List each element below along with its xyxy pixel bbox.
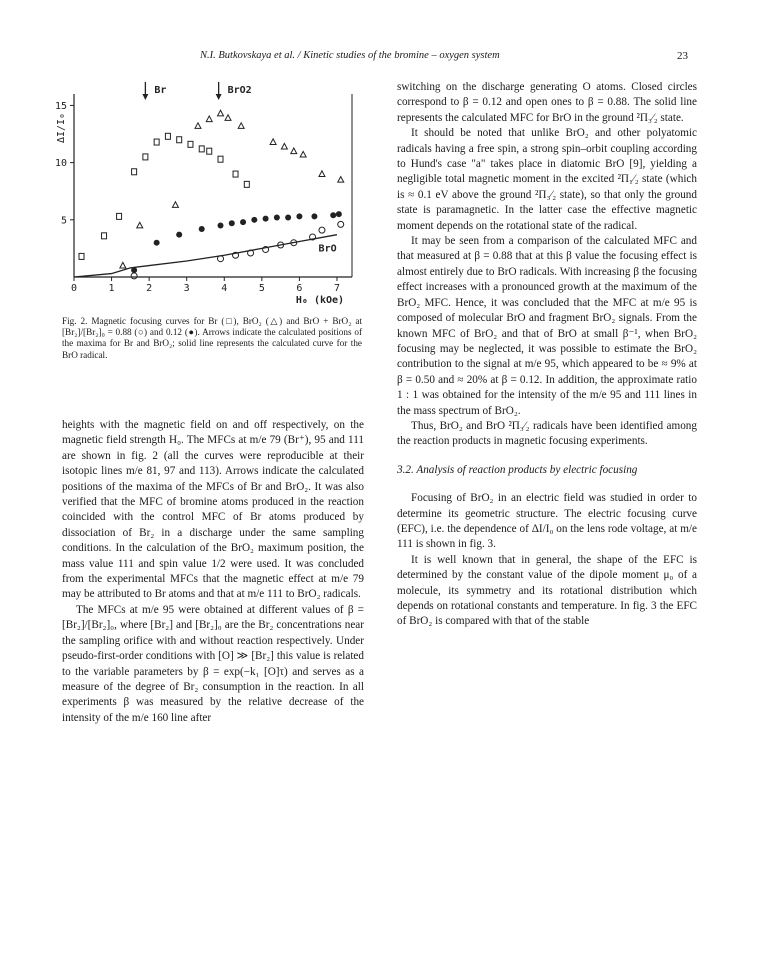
- br-point: [143, 154, 148, 160]
- right-paragraph-1: switching on the discharge generating O atoms. Closed circles correspond to β = 0.12 and open ones to β = 0.88. The solid line represents the calculated MFC for BrO in the ground ²Π₃⁄₂ state.: [397, 81, 697, 124]
- beta-012-point: [154, 240, 160, 246]
- br-point: [117, 213, 122, 219]
- bro2-point: [319, 171, 325, 177]
- bro2-point: [218, 110, 224, 116]
- beta-012-point: [218, 223, 224, 229]
- bro2-point: [195, 123, 201, 129]
- beta-088-point: [218, 256, 224, 262]
- page-number: 23: [677, 50, 688, 62]
- left-paragraph-1: heights with the magnetic field on and off respectively, on the magnetic field strength H₀. The MFCs at m/e 79 (Br⁺), 95 and 111 are shown in fig. 2 (all the curves were reproducible at their isotopic lines m/e 81, 97 and 113). Arrows indicate the calculated positions of the maxima of the MFCs of Br and BrO₂. It was also verified that the MFC of bromine atoms produced in the reaction coincided with the control MFC of Br atoms produced by dissociation of Br₂ in a discharge under the same sampling conditions. In the calculation of the BrO₂ maximum position, the mass value 111 and spin value 1/2 were used. It was concluded from the experimental MFCs that the magnetic effect at m/e 79 may be attributed to Br atoms and that at m/e 111 to BrO₂ radicals.: [62, 419, 364, 601]
- bro2-point: [172, 202, 178, 208]
- x-tick-label: 1: [108, 283, 115, 294]
- y-tick-label: 5: [60, 215, 67, 227]
- br-point: [207, 148, 212, 154]
- right-paragraph-5: Focusing of BrO₂ in an electric field was studied in order to determine its geometric structure. The electric focusing curve (EFC), i.e. the dependence of ΔI/I₀ on the lens rode voltage, at m/e 111 is shown in fig. 3.: [397, 492, 697, 551]
- y-axis-label: ΔI/I₀: [56, 112, 67, 144]
- br-point: [102, 233, 107, 239]
- x-tick-label: 4: [221, 283, 228, 294]
- chart-axes: [74, 94, 352, 277]
- x-tick-label: 6: [296, 283, 303, 294]
- bro2-point: [270, 139, 276, 145]
- br-point: [79, 253, 84, 259]
- section-heading: 3.2. Analysis of reaction products by electric focusing: [397, 463, 638, 476]
- br-point: [154, 139, 159, 145]
- page-header: [0, 50, 768, 66]
- beta-012-point: [240, 219, 246, 225]
- bro2-point: [137, 222, 143, 228]
- bro2-point: [281, 143, 287, 149]
- right-paragraph-6: It is well known that in general, the shape of the EFC is determined by the constant value of the dipole moment μ₀ of a molecule, its symmetry and its rotational distribution which depends on rotational constants and temperature. In fig. 3 the EFC of BrO₂ is compared with that of the stable: [397, 553, 697, 628]
- br-point: [218, 156, 223, 162]
- max-arrowhead: [142, 94, 148, 100]
- beta-012-point: [131, 267, 137, 273]
- annotation-label: Br: [154, 85, 167, 96]
- right-paragraph-2: It should be noted that unlike BrO₂ and other polyatomic radicals having a free spin, a strong spin–orbit coupling according to Hund's case "a" takes place in diatomic BrO [9], yielding a negligible total magnetic moment in the excited ²Π₁⁄₂ state (which is ≈ 0.1 eV above the ground ²Π₃⁄₂ state), so that only the ground state is paramagnetic. In the latter case the effective magnetic moment depends on the rotational state of the radical.: [397, 127, 697, 232]
- beta-012-point: [251, 217, 257, 223]
- x-tick-label: 5: [258, 283, 265, 294]
- left-column: [62, 418, 364, 726]
- bro2-point: [206, 116, 212, 122]
- beta-012-point: [311, 213, 317, 219]
- left-paragraph-2: The MFCs at m/e 95 were obtained at different values of β = [Br₂]/[Br₂]₀, where [Br₂] and [Br₂]₀ are the Br₂ concentrations near the sampling orifice with and without reaction respectively. Under pseudo-first-order conditions with [O] ≫ [Br₂] this value is related to the variable parameters by β = exp(−k₁ [O]τ) and serves as a measure of the degree of Br₂ consumption in the reaction. In all experiments β was measured by the relative decrease of the intensity of the m/e 160 line after: [62, 603, 364, 724]
- bro-curve-line: [74, 235, 337, 277]
- running-title: N.I. Butkovskaya et al. / Kinetic studies of the bromine – oxygen system: [200, 50, 500, 61]
- beta-012-point: [263, 216, 269, 222]
- chart-ticks: [55, 101, 340, 294]
- right-paragraph-3: It may be seen from a comparison of the calculated MFC and that measured at β = 0.88 that at this β value the focusing effect is almost entirely due to BrO radicals. With increasing β the focusing effect increases with a pronounced growth at the maximum of the BrO₂ MFC. Hence, it was concluded that the MFC at m/e 95 is composed of molecular BrO and fragment BrO₂ signals. From the known MFC of BrO₂ and that of BrO at small β⁻¹, when BrO₂ focusing may be neglected, it was possible to estimate the BrO₂ contribution to the signal at m/e 95, which appeared to be ≈ 9% at β = 0.50 and ≈ 20% at β = 0.12. In addition, the approximate ratio 1 : 1 was obtained for the intensity of the m/e 95 and 111 lines in the mass spectrum of BrO₂.: [397, 235, 697, 417]
- y-tick-label: 10: [54, 158, 67, 170]
- beta-088-point: [319, 227, 325, 233]
- br-point: [233, 171, 238, 177]
- bro2-point: [338, 177, 344, 183]
- beta-088-point: [131, 273, 137, 279]
- x-axis-label: H₀ (kOe): [295, 295, 345, 306]
- br-point: [165, 133, 170, 139]
- beta-012-point: [336, 211, 342, 217]
- br-point: [177, 137, 182, 143]
- beta-012-point: [296, 213, 302, 219]
- br-point: [244, 181, 249, 187]
- beta-012-point: [285, 215, 291, 221]
- right-column: [397, 80, 697, 630]
- annotation-label: BrO: [318, 243, 337, 255]
- chart-markers: [79, 110, 344, 279]
- bro-calculated-curve: [74, 235, 337, 277]
- bro2-point: [225, 115, 231, 121]
- beta-088-point: [338, 221, 344, 227]
- right-paragraph-4: Thus, BrO₂ and BrO ²Π₃⁄₂ radicals have been identified among the reaction products in magnetic focusing experiments.: [397, 419, 697, 448]
- bro2-point: [291, 148, 297, 154]
- bro2-point: [300, 151, 306, 157]
- x-tick-label: 3: [183, 283, 190, 294]
- br-point: [132, 169, 137, 175]
- chart-annotations: [142, 82, 336, 254]
- y-tick-label: 15: [54, 100, 67, 112]
- beta-012-point: [229, 220, 235, 226]
- magnetic-focusing-chart: [50, 76, 370, 308]
- x-tick-label: 0: [70, 283, 78, 294]
- beta-012-point: [176, 232, 182, 238]
- bro2-point: [238, 123, 244, 129]
- x-tick-label: 7: [333, 283, 340, 294]
- x-tick-label: 2: [146, 283, 153, 294]
- bro2-point: [120, 262, 126, 268]
- br-point: [199, 146, 204, 152]
- beta-012-point: [199, 226, 205, 232]
- annotation-label: BrO2: [227, 85, 252, 96]
- beta-012-point: [274, 215, 280, 221]
- br-point: [188, 141, 193, 147]
- figure-caption: Fig. 2. Magnetic focusing curves for Br (□), BrO₂ (△) and BrO + BrO₂ at [Br₂]/[Br₂]₀ = 0.88 (○) and 0.12 (●). Arrows indicate the calculated positions of the maxima for Br and BrO₂; solid line represents the calculated curve for the BrO radical.: [62, 316, 362, 360]
- beta-012-point: [330, 212, 336, 218]
- max-arrowhead: [216, 94, 222, 100]
